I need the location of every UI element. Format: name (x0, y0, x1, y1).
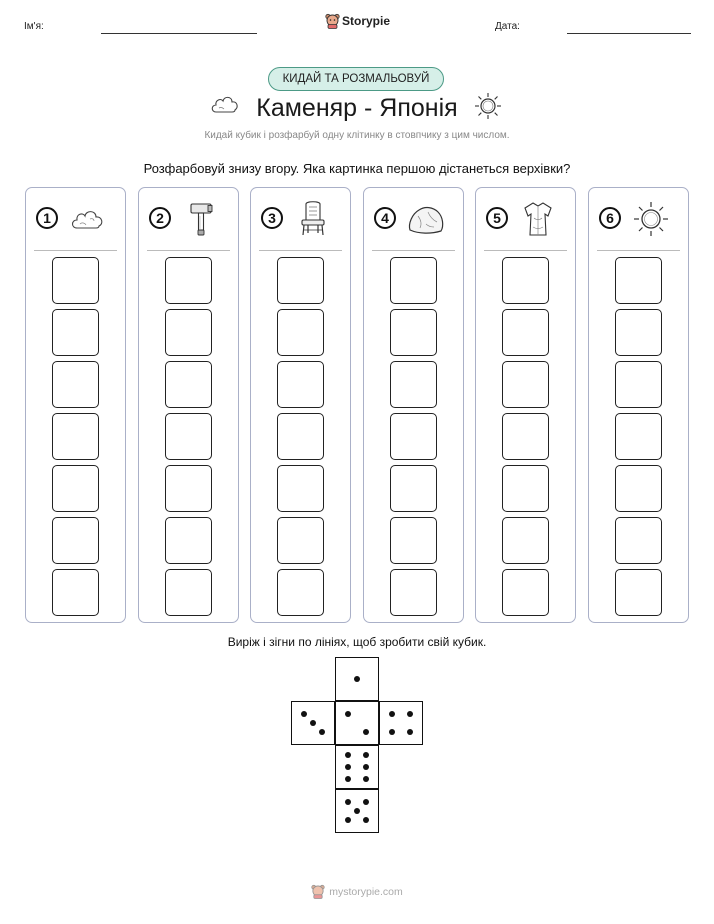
column-number: 1 (36, 207, 58, 229)
subtitle: Кидай кубик і розфарбуй одну клітинку в стовпчику з цим числом. (204, 130, 510, 141)
color-cell[interactable] (502, 517, 549, 564)
sun-icon (473, 91, 503, 121)
color-cell[interactable] (502, 361, 549, 408)
color-cell[interactable] (502, 257, 549, 304)
die-pip (363, 764, 369, 770)
color-cell[interactable] (165, 361, 212, 408)
column-2 (138, 187, 239, 623)
color-cell[interactable] (615, 257, 662, 304)
die-pip (345, 799, 351, 805)
die-pip (354, 676, 360, 682)
hammer-icon (181, 200, 221, 238)
color-cell[interactable] (277, 309, 324, 356)
color-cell[interactable] (165, 569, 212, 616)
die-pip (345, 711, 351, 717)
column-divider (34, 250, 117, 251)
column-number: 2 (149, 207, 171, 229)
die-pip (363, 729, 369, 735)
die-pip (363, 776, 369, 782)
robe-icon (518, 200, 558, 238)
color-cell[interactable] (615, 413, 662, 460)
die-pip (345, 776, 351, 782)
color-cell[interactable] (52, 309, 99, 356)
column-3 (250, 187, 351, 623)
name-line[interactable] (101, 33, 257, 34)
color-cell[interactable] (615, 569, 662, 616)
sun-icon (631, 200, 671, 238)
die-pip (363, 799, 369, 805)
die-pip (389, 711, 395, 717)
color-cell[interactable] (52, 361, 99, 408)
color-cell[interactable] (52, 413, 99, 460)
footer-url: mystorypie.com (329, 885, 403, 898)
rock-icon (406, 200, 446, 238)
date-line[interactable] (567, 33, 691, 34)
color-cell[interactable] (390, 413, 437, 460)
cloud-icon (68, 200, 108, 238)
color-cell[interactable] (502, 309, 549, 356)
die-pip (319, 729, 325, 735)
column-number: 4 (374, 207, 396, 229)
die-face-5 (335, 789, 379, 833)
name-label: Ім'я: (24, 21, 44, 32)
color-cell[interactable] (277, 465, 324, 512)
column-divider (147, 250, 230, 251)
die-pip (354, 808, 360, 814)
bear-logo-icon (325, 13, 340, 29)
color-cell[interactable] (165, 413, 212, 460)
color-cell[interactable] (52, 465, 99, 512)
color-cell[interactable] (52, 257, 99, 304)
column-4 (363, 187, 464, 623)
die-pip (310, 720, 316, 726)
color-cell[interactable] (390, 361, 437, 408)
color-cell[interactable] (615, 517, 662, 564)
die-pip (363, 752, 369, 758)
die-pip (407, 711, 413, 717)
color-cell[interactable] (390, 309, 437, 356)
date-label: Дата: (495, 21, 520, 32)
color-cell[interactable] (277, 361, 324, 408)
column-number: 6 (599, 207, 621, 229)
die-face-1 (335, 657, 379, 701)
color-cell[interactable] (277, 413, 324, 460)
die-pip (301, 711, 307, 717)
chair-icon (293, 200, 333, 238)
instruction-text: Розфарбовуй знизу вгору. Яка картинка першою дістанеться верхівки? (143, 161, 571, 176)
color-cell[interactable] (165, 309, 212, 356)
column-6 (588, 187, 689, 623)
die-pip (345, 817, 351, 823)
die-pip (345, 752, 351, 758)
page-title: Каменяр - Японія (256, 94, 458, 122)
die-pip (389, 729, 395, 735)
bear-logo-icon (311, 884, 325, 899)
die-pip (363, 817, 369, 823)
color-cell[interactable] (390, 517, 437, 564)
die-pip (345, 764, 351, 770)
die-face-2 (335, 701, 379, 745)
column-divider (484, 250, 567, 251)
column-divider (372, 250, 455, 251)
color-cell[interactable] (390, 257, 437, 304)
color-cell[interactable] (390, 569, 437, 616)
color-cell[interactable] (502, 413, 549, 460)
die-face-4 (379, 701, 423, 745)
logo-text: Storypie (342, 14, 391, 28)
color-cell[interactable] (277, 517, 324, 564)
color-cell[interactable] (502, 465, 549, 512)
color-cell[interactable] (165, 257, 212, 304)
die-face-6 (335, 745, 379, 789)
color-cell[interactable] (52, 569, 99, 616)
activity-badge: КИДАЙ ТА РОЗМАЛЬОВУЙ (268, 67, 444, 91)
color-cell[interactable] (277, 569, 324, 616)
column-divider (259, 250, 342, 251)
cloud-icon (210, 94, 240, 116)
color-cell[interactable] (165, 465, 212, 512)
die-pip (407, 729, 413, 735)
storypie-logo (325, 13, 390, 29)
die-face-3 (291, 701, 335, 745)
color-cell[interactable] (277, 257, 324, 304)
color-cell[interactable] (165, 517, 212, 564)
column-number: 3 (261, 207, 283, 229)
color-cell[interactable] (615, 465, 662, 512)
footer (0, 884, 714, 899)
color-cell[interactable] (52, 517, 99, 564)
column-divider (597, 250, 680, 251)
column-5 (475, 187, 576, 623)
color-cell[interactable] (615, 361, 662, 408)
color-cell[interactable] (502, 569, 549, 616)
color-cell[interactable] (615, 309, 662, 356)
cut-instruction: Виріж і зігни по лініях, щоб зробити свій кубик. (227, 635, 487, 649)
column-1 (25, 187, 126, 623)
column-number: 5 (486, 207, 508, 229)
color-cell[interactable] (390, 465, 437, 512)
